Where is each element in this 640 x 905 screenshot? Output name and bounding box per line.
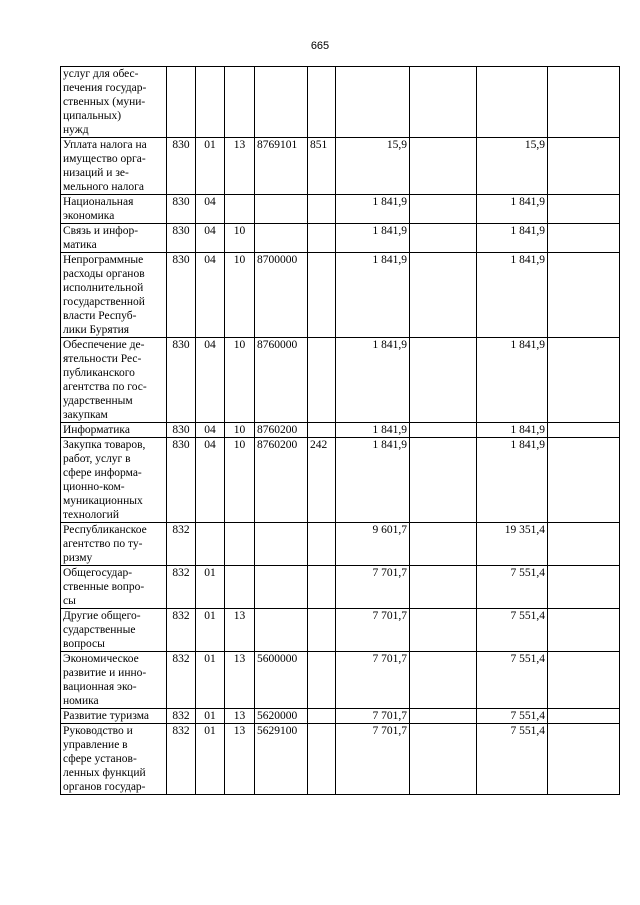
- table-row: [61, 224, 620, 253]
- cell-grbs: 832: [167, 652, 196, 709]
- cell-target-article: [255, 224, 308, 253]
- cell-amount-1: 1 841,9: [336, 195, 410, 224]
- cell-expense-type: [308, 338, 336, 423]
- cell-grbs: 832: [167, 609, 196, 652]
- cell-subsection: 10: [225, 423, 255, 438]
- cell-target-article: 8760000: [255, 338, 308, 423]
- cell-target-article: 5629100: [255, 724, 308, 795]
- cell-amount-3: 7 551,4: [477, 609, 548, 652]
- cell-grbs: 830: [167, 438, 196, 523]
- cell-name: Закупка товаров, работ, услуг в сфере информа- ционно-ком- муникационных технологий: [61, 438, 167, 523]
- cell-subsection: 10: [225, 438, 255, 523]
- cell-section: 01: [196, 138, 225, 195]
- cell-amount-3: 1 841,9: [477, 338, 548, 423]
- cell-section: 01: [196, 724, 225, 795]
- cell-expense-type: 851: [308, 138, 336, 195]
- cell-grbs: 832: [167, 709, 196, 724]
- cell-amount-2: [410, 523, 477, 566]
- cell-grbs: 830: [167, 253, 196, 338]
- cell-subsection: 13: [225, 724, 255, 795]
- cell-target-article: 5620000: [255, 709, 308, 724]
- cell-target-article: [255, 523, 308, 566]
- cell-amount-3: 1 841,9: [477, 438, 548, 523]
- cell-grbs: 832: [167, 523, 196, 566]
- cell-subsection: [225, 195, 255, 224]
- cell-subsection: 13: [225, 138, 255, 195]
- cell-amount-4: [548, 138, 620, 195]
- table-row: [61, 423, 620, 438]
- cell-grbs: 830: [167, 195, 196, 224]
- table-row: [61, 253, 620, 338]
- cell-subsection: [225, 67, 255, 138]
- cell-amount-2: [410, 195, 477, 224]
- cell-expense-type: [308, 67, 336, 138]
- cell-expense-type: [308, 709, 336, 724]
- cell-amount-4: [548, 609, 620, 652]
- cell-name: Развитие туризма: [61, 709, 167, 724]
- cell-amount-4: [548, 523, 620, 566]
- cell-section: 01: [196, 609, 225, 652]
- table-body: [61, 67, 620, 795]
- cell-expense-type: [308, 195, 336, 224]
- cell-section: 04: [196, 195, 225, 224]
- cell-subsection: 10: [225, 253, 255, 338]
- cell-grbs: 830: [167, 224, 196, 253]
- cell-amount-3: 19 351,4: [477, 523, 548, 566]
- table-row: [61, 652, 620, 709]
- cell-amount-4: [548, 338, 620, 423]
- cell-section: 01: [196, 652, 225, 709]
- cell-amount-1: 1 841,9: [336, 438, 410, 523]
- cell-amount-3: 1 841,9: [477, 195, 548, 224]
- cell-target-article: [255, 609, 308, 652]
- cell-section: 04: [196, 338, 225, 423]
- cell-grbs: [167, 67, 196, 138]
- cell-expense-type: [308, 724, 336, 795]
- table-row: [61, 709, 620, 724]
- table-row: [61, 138, 620, 195]
- cell-subsection: 13: [225, 709, 255, 724]
- cell-name: Связь и инфор- матика: [61, 224, 167, 253]
- cell-expense-type: 242: [308, 438, 336, 523]
- cell-amount-4: [548, 709, 620, 724]
- cell-amount-1: 1 841,9: [336, 224, 410, 253]
- cell-name: Обеспечение де- ятельности Рес- публиканского агентства по гос- ударственным закупкам: [61, 338, 167, 423]
- cell-section: 04: [196, 423, 225, 438]
- cell-expense-type: [308, 566, 336, 609]
- cell-amount-4: [548, 566, 620, 609]
- cell-name: Непрограммные расходы органов исполнительной государственной власти Респуб- лики Бурятия: [61, 253, 167, 338]
- cell-amount-1: [336, 67, 410, 138]
- cell-target-article: [255, 67, 308, 138]
- cell-expense-type: [308, 523, 336, 566]
- cell-amount-3: 1 841,9: [477, 253, 548, 338]
- cell-section: 04: [196, 253, 225, 338]
- cell-amount-4: [548, 195, 620, 224]
- cell-amount-2: [410, 652, 477, 709]
- cell-amount-1: 7 701,7: [336, 724, 410, 795]
- table-row: [61, 338, 620, 423]
- cell-amount-3: 7 551,4: [477, 709, 548, 724]
- cell-amount-1: 1 841,9: [336, 338, 410, 423]
- cell-grbs: 830: [167, 423, 196, 438]
- cell-expense-type: [308, 224, 336, 253]
- cell-amount-1: 1 841,9: [336, 423, 410, 438]
- cell-amount-4: [548, 67, 620, 138]
- cell-amount-3: 1 841,9: [477, 224, 548, 253]
- cell-amount-2: [410, 423, 477, 438]
- cell-amount-2: [410, 566, 477, 609]
- cell-expense-type: [308, 609, 336, 652]
- cell-amount-4: [548, 253, 620, 338]
- table-row: [61, 195, 620, 224]
- cell-amount-1: 7 701,7: [336, 652, 410, 709]
- cell-amount-3: 1 841,9: [477, 423, 548, 438]
- cell-expense-type: [308, 652, 336, 709]
- cell-amount-4: [548, 423, 620, 438]
- cell-subsection: 13: [225, 652, 255, 709]
- cell-name: услуг для обес- печения государ- ственных (муни- ципальных) нужд: [61, 67, 167, 138]
- cell-amount-3: 7 551,4: [477, 724, 548, 795]
- cell-subsection: 10: [225, 338, 255, 423]
- cell-amount-1: 1 841,9: [336, 253, 410, 338]
- cell-section: 04: [196, 224, 225, 253]
- cell-amount-2: [410, 438, 477, 523]
- cell-amount-2: [410, 338, 477, 423]
- cell-grbs: 830: [167, 338, 196, 423]
- table-row: [61, 566, 620, 609]
- page-number: 665: [310, 40, 330, 52]
- cell-amount-1: 7 701,7: [336, 609, 410, 652]
- cell-amount-3: [477, 67, 548, 138]
- cell-amount-2: [410, 609, 477, 652]
- cell-amount-3: 7 551,4: [477, 566, 548, 609]
- cell-amount-3: 7 551,4: [477, 652, 548, 709]
- cell-amount-4: [548, 438, 620, 523]
- cell-grbs: 830: [167, 138, 196, 195]
- cell-section: [196, 523, 225, 566]
- cell-name: Экономическое развитие и инно- вационная эко- номика: [61, 652, 167, 709]
- cell-name: Руководство и управление в сфере установ- ленных функций органов государ-: [61, 724, 167, 795]
- cell-subsection: 10: [225, 224, 255, 253]
- cell-target-article: 8769101: [255, 138, 308, 195]
- cell-name: Республиканское агентство по ту- ризму: [61, 523, 167, 566]
- table-row: [61, 523, 620, 566]
- cell-amount-2: [410, 224, 477, 253]
- cell-amount-2: [410, 67, 477, 138]
- cell-section: [196, 67, 225, 138]
- budget-table: [60, 66, 620, 795]
- cell-amount-2: [410, 709, 477, 724]
- cell-amount-3: 15,9: [477, 138, 548, 195]
- cell-target-article: 5600000: [255, 652, 308, 709]
- cell-subsection: [225, 566, 255, 609]
- cell-expense-type: [308, 253, 336, 338]
- cell-amount-1: 7 701,7: [336, 566, 410, 609]
- cell-grbs: 832: [167, 566, 196, 609]
- cell-amount-4: [548, 224, 620, 253]
- cell-target-article: 8700000: [255, 253, 308, 338]
- cell-subsection: 13: [225, 609, 255, 652]
- cell-section: 01: [196, 709, 225, 724]
- cell-amount-1: 9 601,7: [336, 523, 410, 566]
- cell-amount-1: 15,9: [336, 138, 410, 195]
- cell-amount-2: [410, 253, 477, 338]
- cell-amount-2: [410, 138, 477, 195]
- cell-amount-4: [548, 652, 620, 709]
- cell-target-article: [255, 566, 308, 609]
- table-row: [61, 67, 620, 138]
- cell-name: Уплата налога на имущество орга- низаций и зе- мельного налога: [61, 138, 167, 195]
- cell-name: Другие общего- сударственные вопросы: [61, 609, 167, 652]
- cell-subsection: [225, 523, 255, 566]
- cell-grbs: 832: [167, 724, 196, 795]
- cell-name: Информатика: [61, 423, 167, 438]
- cell-amount-4: [548, 724, 620, 795]
- cell-section: 04: [196, 438, 225, 523]
- table-row: [61, 724, 620, 795]
- cell-target-article: 8760200: [255, 423, 308, 438]
- cell-name: Национальная экономика: [61, 195, 167, 224]
- cell-name: Общегосудар- ственные вопро- сы: [61, 566, 167, 609]
- cell-target-article: 8760200: [255, 438, 308, 523]
- cell-target-article: [255, 195, 308, 224]
- cell-expense-type: [308, 423, 336, 438]
- cell-amount-2: [410, 724, 477, 795]
- cell-amount-1: 7 701,7: [336, 709, 410, 724]
- table-row: [61, 609, 620, 652]
- cell-section: 01: [196, 566, 225, 609]
- table-row: [61, 438, 620, 523]
